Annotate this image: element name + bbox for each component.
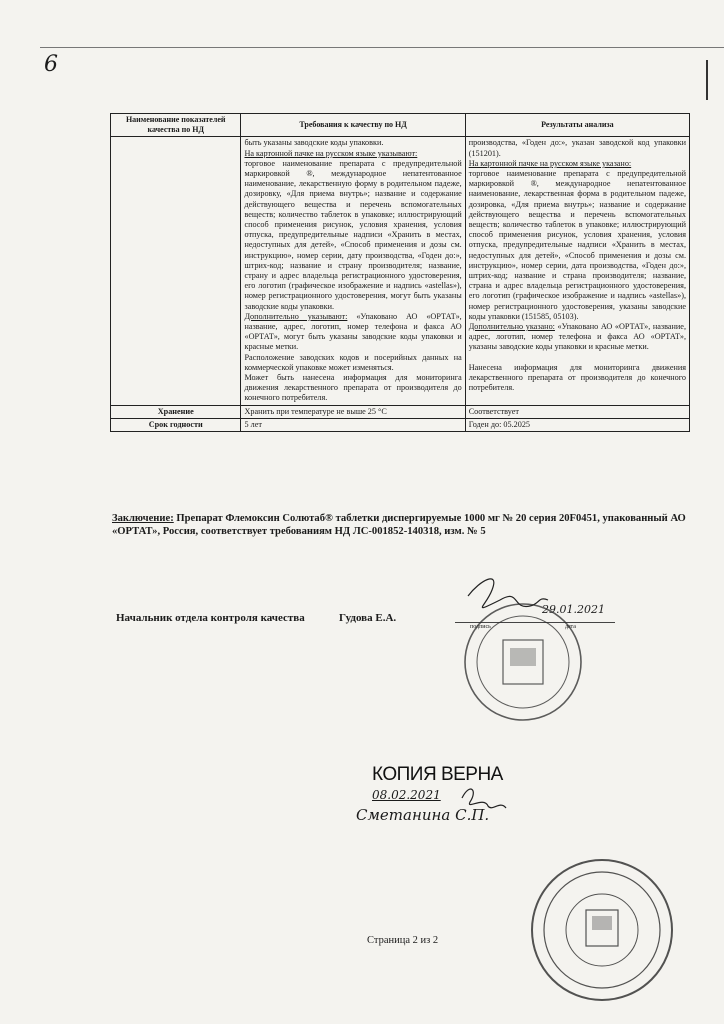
signature-scribble bbox=[468, 579, 548, 608]
requirement-text: Дополнительно указывают: bbox=[244, 311, 348, 321]
header-results: Результаты анализа bbox=[465, 114, 689, 137]
result-text: торговое наименование препарата с предупредительной маркировкой ®, международное непатентованное наименование, лекарственная форма в родительном падеже, дозировка, «Для приема внутрь»; название и содержание действующего вещества и перечень вспомогательных веществ; количество таблеток в упаковке; иллюстрирующий способ применения рисунок, условия хранения, условия отпуска, предупредительные надписи «Хранить в местах, недоступных для детей», «Способ применения и дозы см. инструкцию», номер серии, дата производства, «Годен до:», штрих-код; название и страна производителя; название, страна и адрес владельца регистрационного удостоверения, его логотип (графическое изображение и надпись «astellas»), номер регистрационного удостоверения, указаны заводские коды упаковки (151585, 05103). bbox=[468, 169, 686, 321]
handwritten-copy-date: 08.02.2021 bbox=[372, 788, 441, 802]
handwritten-sign-date: 29.01.2021 bbox=[542, 603, 605, 616]
company-stamp bbox=[532, 860, 672, 1000]
signer-position: Начальник отдела контроля качества bbox=[116, 612, 305, 624]
conclusion-label: Заключение: bbox=[112, 513, 174, 524]
date-label: дата bbox=[565, 624, 576, 630]
result-text: производства, «Годен до:», указан заводской код упаковки (151201). bbox=[468, 138, 686, 158]
copy-certified-stamp: КОПИЯ ВЕРНА bbox=[372, 764, 503, 785]
requirement-text: Может быть нанесена информация для мониторинга движения лекарственного препарата от производителя до конечного потребителя. bbox=[244, 373, 462, 403]
page-footer: Страница 2 из 2 bbox=[367, 935, 439, 946]
shelf-param: Срок годности bbox=[111, 418, 241, 431]
storage-param: Хранение bbox=[111, 405, 241, 418]
podpis-label: подпись bbox=[470, 624, 491, 630]
shelf-result: Годен до: 05.2025 bbox=[465, 418, 689, 431]
result-text: Нанесена информация для мониторинга движения лекарственного препарата от производителя до конечного потребителя. bbox=[468, 362, 686, 393]
header-requirements: Требования к качеству по НД bbox=[241, 114, 465, 137]
requirement-text: На картонной пачке на русском языке указывают: bbox=[244, 148, 418, 158]
handwritten-page-mark: 6 bbox=[44, 52, 58, 77]
result-text-rest: «Упаковано АО «ОРТАТ», название, адрес, логотип, номер телефона и факса АО «ОРТАТ», указаны заводские коды упаковки и красные метки. bbox=[468, 322, 686, 352]
requirement-text: Расположение заводских кодов и посерийных данных на коммерческой упаковке может изменяться. bbox=[244, 352, 462, 372]
storage-requirement: Хранить при температуре не выше 25 °С bbox=[241, 405, 465, 418]
requirement-text-rest: «Упаковано АО «ОРТАТ», название, адрес, логотип, номер телефона и факса АО «ОРТАТ», могут быть указаны заводские коды упаковки и красные метки. bbox=[244, 311, 462, 352]
qc-stamp bbox=[465, 604, 581, 720]
header-parameter: Наименование показателей качества по НД bbox=[111, 114, 241, 137]
requirement-text: торговое наименование препарата с предупредительной маркировкой ®, международное непатентованное наименование, лекарственную форму в родительном падеже, дозировку, «Для приема внутрь»; название и содержание действующего вещества и перечень вспомогательных веществ; количество таблеток в упаковке; иллюстрирующий способ применения рисунок, условия хранения, условия отпуска, предупредительные надписи «Хранить в местах, недоступных для детей», «Способ применения и дозы см. инструкцию», номер серии, дату производства, «Годен до:», штрих-код; название и страну производителя; название, страну и адрес владельца регистрационного удостоверения, его логотип (графическое изображение и надпись «astellas»), номер регистрационного удостоверения, могут быть указаны заводские коды упаковки. bbox=[244, 158, 462, 311]
signer-name: Гудова Е.А. bbox=[339, 612, 397, 624]
result-text: Дополнительно указано: bbox=[468, 322, 555, 332]
requirement-text: быть указаны заводские коды упаковки. bbox=[244, 138, 384, 148]
storage-result: Соответствует bbox=[465, 405, 689, 418]
shelf-requirement: 5 лет bbox=[241, 418, 465, 431]
handwritten-copy-name: Сметанина С.П. bbox=[356, 806, 490, 824]
conclusion-text: Препарат Флемоксин Солютаб® таблетки диспергируемые 1000 мг № 20 серия 20F0451, упакованный АО «ОРТАТ», Россия, соответствует требованиям НД ЛС-001852-140318, изм. № 5 bbox=[112, 513, 686, 537]
result-text: На картонной пачке на русском языке указано: bbox=[468, 158, 632, 168]
